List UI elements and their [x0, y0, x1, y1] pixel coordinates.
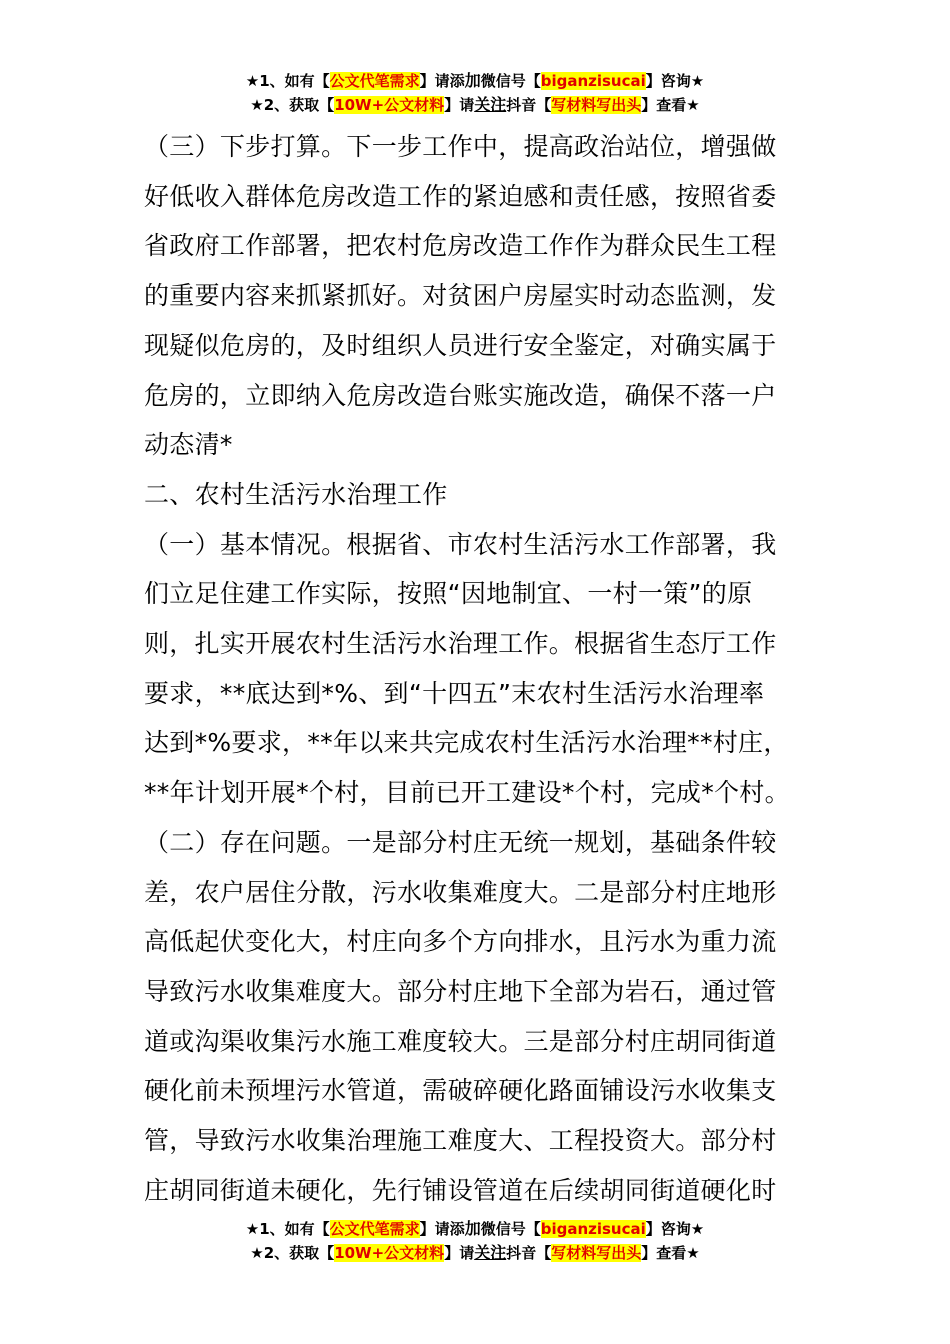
banner-line-2	[0, 94, 950, 118]
text-line: 好低收入群体危房改造工作的紧迫感和责任感，按照省委	[144, 181, 777, 211]
text-line: 们立足住建工作实际，按照“因地制宜、一村一策”的原	[144, 579, 753, 609]
banner-line-2	[0, 1242, 950, 1266]
wechat-id-highlight: biganzisucai	[540, 72, 646, 90]
text-line: 高低起伏变化大，村庄向多个方向排水，且污水为重力流	[144, 927, 777, 957]
text-line: **年计划开展*个村，目前已开工建设*个村，完成*个村。	[144, 778, 790, 808]
text-line: 省政府工作部署，把农村危房改造工作作为群众民生工程	[144, 231, 777, 261]
document-body	[144, 122, 809, 1215]
text-line: 差，农户居住分散，污水收集难度大。二是部分村庄地形	[144, 877, 777, 907]
materials-highlight: 10W+公文材料	[334, 96, 445, 114]
text-line: 危房的，立即纳入危房改造台账实施改造，确保不落一户	[144, 380, 777, 410]
banner-text: 】咨询★	[645, 1220, 705, 1238]
banner-text: 抖音【	[506, 1244, 552, 1262]
text-line: 导致污水收集难度大。部分村庄地下全部为岩石，通过管	[144, 976, 777, 1006]
banner-text: 】请	[444, 96, 475, 114]
banner-emphasis: 加	[464, 1219, 481, 1238]
text-line: （二）存在问题。一是部分村庄无统一规划，基础条件较	[144, 827, 777, 857]
banner-text: ★1、如有【	[245, 1220, 330, 1238]
top-banner	[0, 70, 950, 118]
text-line: 动态清*	[144, 430, 233, 460]
text-line: 硬化前未预埋污水管道，需破碎硬化路面铺设污水收集支	[144, 1076, 777, 1106]
text-line: 的重要内容来抓紧抓好。对贫困户房屋实时动态监测，发	[144, 281, 777, 311]
banner-text: 】请添	[419, 1220, 465, 1238]
banner-emphasis: 加	[464, 71, 481, 90]
section-heading: 二、农村生活污水治理工作	[144, 479, 448, 509]
banner-text: 】请	[444, 1244, 475, 1262]
materials-highlight: 10W+公文材料	[334, 1244, 445, 1262]
text-line: 要求，**底达到*%、到“十四五”末农村生活污水治理率	[144, 678, 765, 708]
text-line: 道或沟渠收集污水施工难度较大。三是部分村庄胡同街道	[144, 1026, 777, 1056]
text-line: 管，导致污水收集治理施工难度大、工程投资大。部分村	[144, 1126, 777, 1156]
douyin-highlight: 写材料写出头	[551, 96, 642, 114]
banner-text: 】请添	[419, 72, 465, 90]
banner-text: ★2、获取【	[250, 1244, 335, 1262]
banner-text: ★1、如有【	[245, 72, 330, 90]
text-line: 庄胡同街道未硬化，先行铺设管道在后续胡同街道硬化时	[144, 1175, 777, 1205]
text-line: 则，扎实开展农村生活污水治理工作。根据省生态厅工作	[144, 629, 777, 659]
banner-text: 微信号【	[480, 72, 541, 90]
text-line: （一）基本情况。根据省、市农村生活污水工作部署，我	[144, 529, 777, 559]
ghostwriting-highlight: 公文代笔需求	[329, 1220, 420, 1238]
banner-text: 微信号【	[480, 1220, 541, 1238]
banner-text: 】咨询★	[645, 72, 705, 90]
text-line: 现疑似危房的，及时组织人员进行安全鉴定，对确实属于	[144, 330, 777, 360]
text-line: 达到*%要求，**年以来共完成农村生活污水治理**村庄，	[144, 728, 789, 758]
douyin-highlight: 写材料写出头	[551, 1244, 642, 1262]
banner-text: 】查看★	[641, 96, 700, 114]
banner-line-1	[0, 1218, 950, 1242]
banner-emphasis: 关注	[474, 95, 507, 114]
text-line: （三）下步打算。下一步工作中，提高政治站位，增强做	[144, 132, 777, 161]
banner-text: ★2、获取【	[250, 96, 335, 114]
bottom-banner	[0, 1218, 950, 1266]
ghostwriting-highlight: 公文代笔需求	[329, 72, 420, 90]
wechat-id-highlight: biganzisucai	[540, 1220, 646, 1238]
banner-text: 】查看★	[641, 1244, 700, 1262]
banner-line-1	[0, 70, 950, 94]
banner-text: 抖音【	[506, 96, 552, 114]
banner-emphasis: 关注	[474, 1243, 507, 1262]
